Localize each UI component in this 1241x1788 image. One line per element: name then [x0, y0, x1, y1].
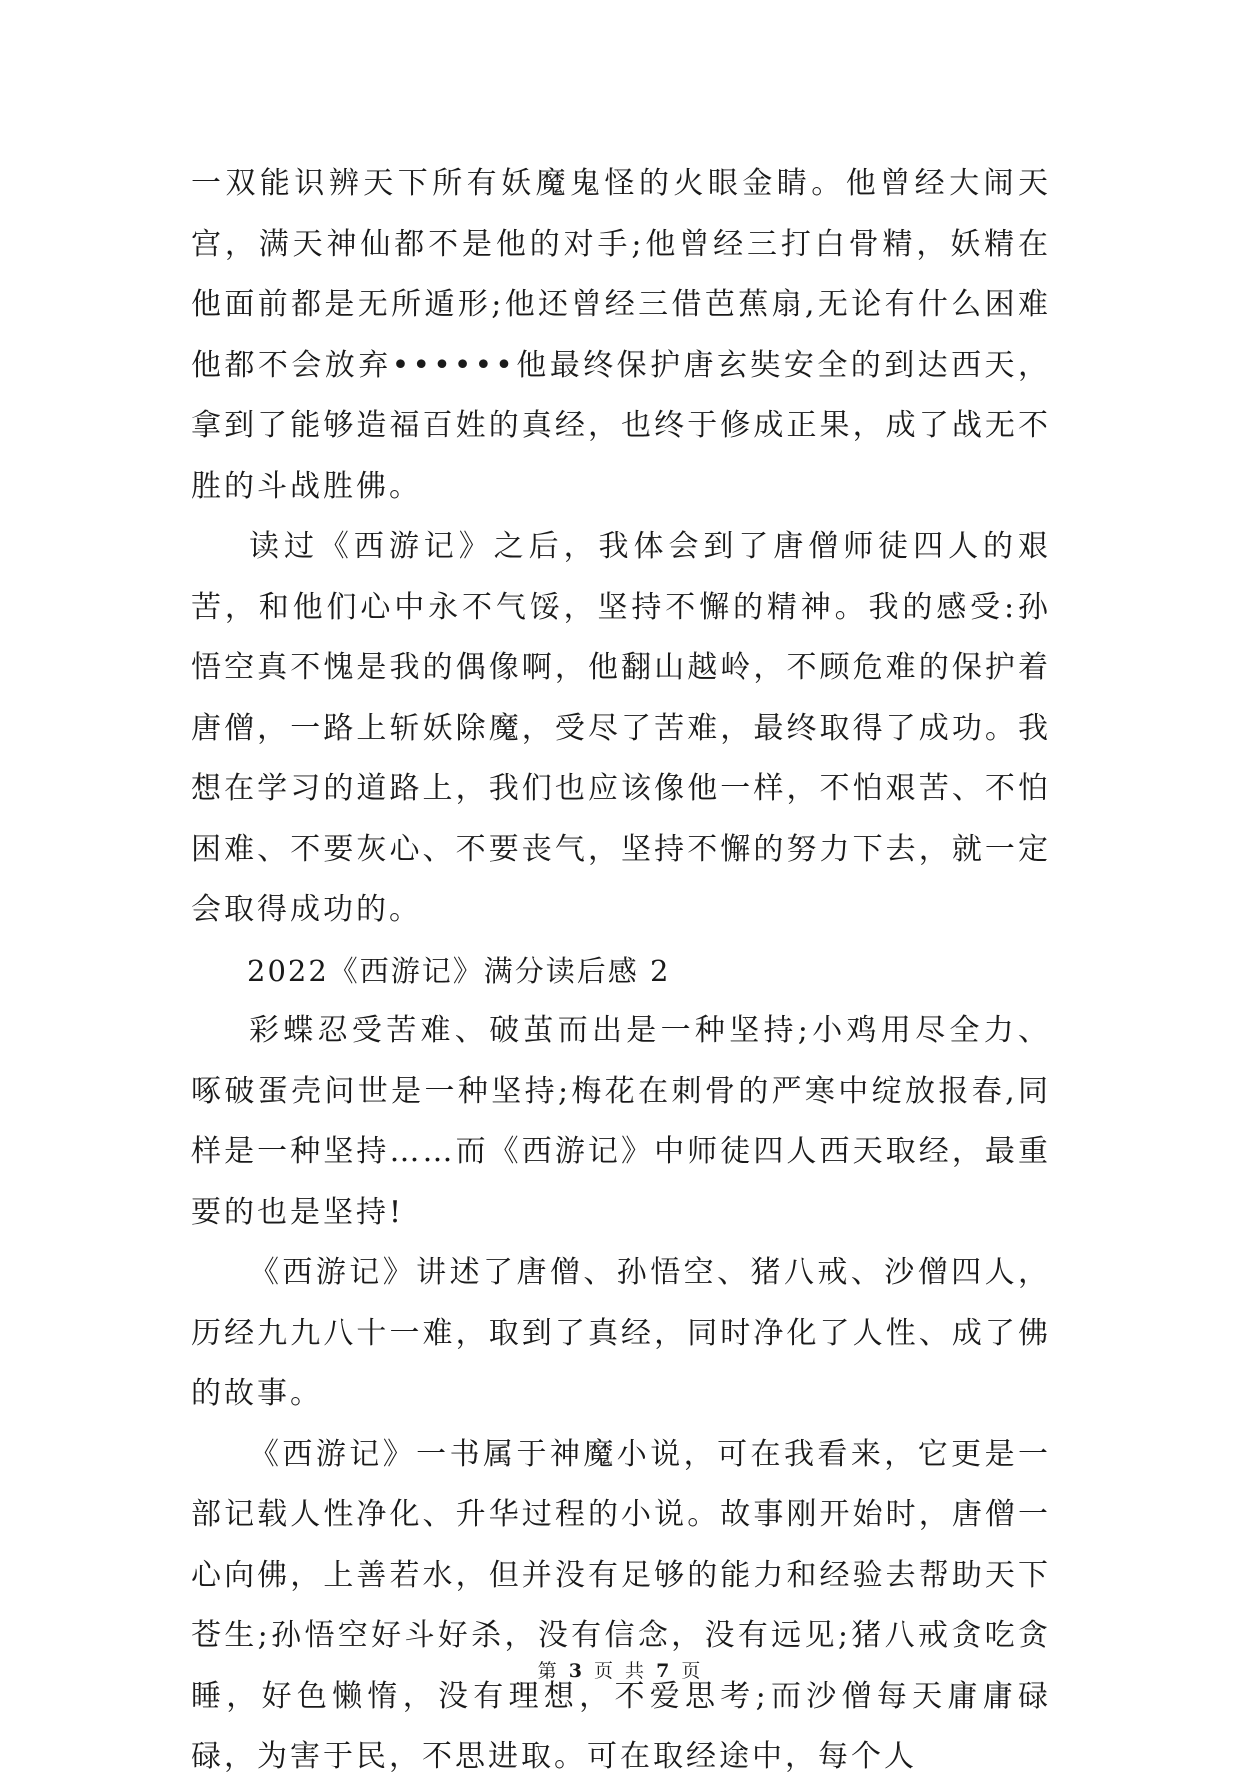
- paragraph: 彩蝶忍受苦难、破茧而出是一种坚持;小鸡用尽全力、啄破蛋壳问世是一种坚持;梅花在刺骨的严寒中绽放报春,同样是一种坚持……而《西游记》中师徒四人西天取经，最重要的也是坚持!: [191, 1013, 1051, 1230]
- footer-middle: 页 共: [593, 1660, 648, 1682]
- footer-prefix: 第: [537, 1660, 560, 1682]
- footer-suffix: 页: [681, 1660, 704, 1682]
- section-heading: 2022《西游记》满分读后感 2: [247, 953, 671, 988]
- paragraph: 读过《西游记》之后，我体会到了唐僧师徒四人的艰苦，和他们心中永不气馁，坚持不懈的精神。我的感受:孙悟空真不愧是我的偶像啊，他翻山越岭，不顾危难的保护着唐僧，一路上斩妖除魔，受尽了苦难，最终取得了成功。我想在学习的道路上，我们也应该像他一样，不怕艰苦、不怕困难、不要灰心、不要丧气，坚持不懈的努力下去，就一定会取得成功的。: [191, 529, 1051, 927]
- paragraph: 《西游记》一书属于神魔小说，可在我看来，它更是一部记载人性净化、升华过程的小说。故事刚开始时，唐僧一心向佛，上善若水，但并没有足够的能力和经验去帮助天下苍生;孙悟空好斗好杀，没有信念，没有远见;猪八戒贪吃贪睡，好色懒惰，没有理想，不爱思考;而沙僧每天庸庸碌碌，为害于民，不思进取。可在取经途中，每个人: [191, 1436, 1051, 1774]
- paragraph: 《西游记》讲述了唐僧、孙悟空、猪八戒、沙僧四人，历经九九八十一难，取到了真经，同时净化了人性、成了佛的故事。: [191, 1255, 1051, 1411]
- footer-total-pages: 7: [656, 1660, 673, 1682]
- footer-page-number: 3: [568, 1660, 585, 1682]
- paragraph-continued: 一双能识辨天下所有妖魔鬼怪的火眼金睛。他曾经大闹天宫，满天神仙都不是他的对手;他曾经三打白骨精，妖精在他面前都是无所遁形;他还曾经三借芭蕉扇,无论有什么困难他都不会放弃••••••他最终保护唐玄奘安全的到达西天，拿到了能够造福百姓的真经，也终于修成正果，成了战无不胜的斗战胜佛。: [191, 166, 1051, 504]
- document-body: [191, 154, 1051, 1788]
- page-footer: [0, 1656, 1241, 1683]
